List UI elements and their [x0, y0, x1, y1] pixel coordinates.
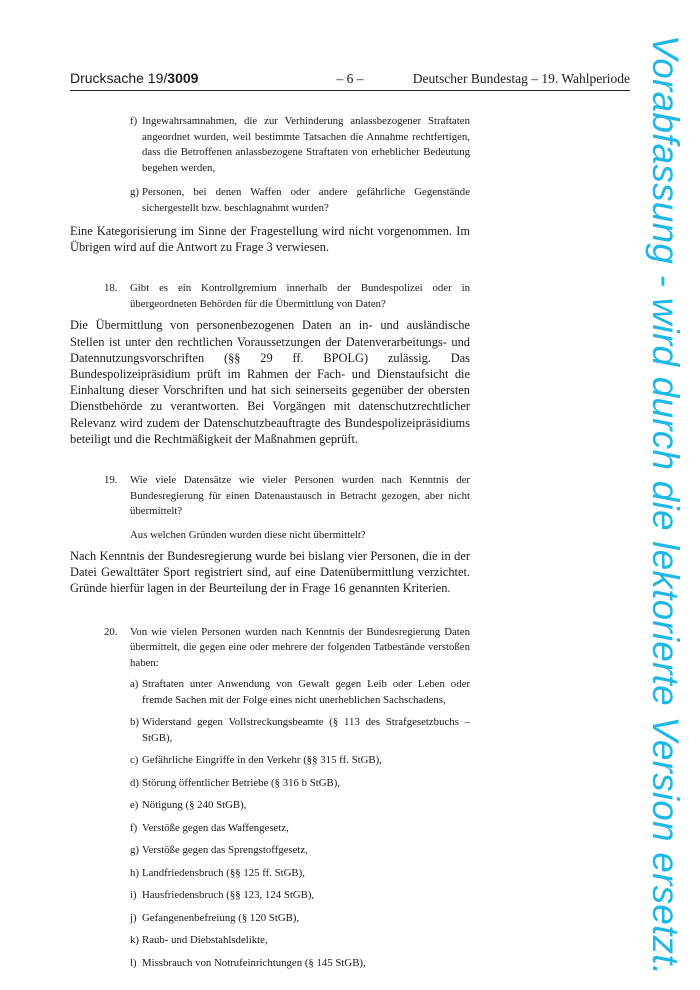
list-item-text: Missbrauch von Notrufeinrichtungen (§ 145 StGB),	[142, 956, 366, 969]
list-item-label: a)	[130, 678, 139, 691]
list-item-label: l)	[130, 956, 137, 969]
list-item	[130, 843, 470, 859]
list-item-text: Personen, bei denen Waffen oder andere gefährliche Gegenstände sichergestellt bzw. beschlagnahmt wurden?	[142, 186, 470, 214]
list-item-label: e)	[130, 799, 139, 812]
list-item-text: Ingewahrsamnahmen, die zur Verhinderung anlassbezogener Straftaten angeordnet wurden, weil bestimmte Tatsachen die Annahme rechtfertigen, dass die Betroffenen anlassbezogene Straftaten von erheblicher Bedeutung begehen werden,	[142, 115, 470, 174]
list-item-text: Landfriedensbruch (§§ 125 ff. StGB),	[142, 866, 305, 879]
answer-18: Die Übermittlung von personenbezogenen Daten an in- und ausländische Stellen ist unter den rechtlichen Voraussetzungen der Datenverarbeitungs- und Datennutzungsvorschriften (§§ 29 ff. BPOLG) zulässig. Das Bundespolizeipräsidium prüft im Rahmen der Fach- und Dienstaufsicht die Einhaltung dieser Vorschriften und hat sich seinerseits gegenüber der obersten Dienstbehörde zu verantworten. Bei Vorgängen mit datenschutzrechtlicher Relevanz wird zudem der Datenschutzbeauftragte des Bundespolizeipräsidiums beteiligt und die Rechtmäßigkeit der Maßnahmen geprüft.	[70, 318, 470, 446]
question-text: Von wie vielen Personen wurden nach Kenntnis der Bundesregierung Daten übermittelt, die gegen eine oder mehrere der folgenden Tatbestände verstoßen haben:	[130, 625, 470, 669]
list-item	[130, 776, 470, 792]
question-text: Gibt es ein Kontrollgremium innerhalb der Bundespolizei oder in übergeordneten Behörden für die Übermittlung von Daten?	[130, 282, 470, 310]
list-item-label: g)	[130, 844, 139, 857]
list-item	[130, 956, 470, 972]
question-19	[70, 473, 470, 543]
list-item-label: b)	[130, 716, 139, 729]
list-item	[130, 911, 470, 927]
list-item-text: Gefährliche Eingriffe in den Verkehr (§§ 315 ff. StGB),	[142, 754, 382, 767]
list-item	[130, 933, 470, 949]
list-item-label: g)	[130, 186, 139, 198]
question-text-followup: Aus welchen Gründen wurden diese nicht übermittelt?	[130, 528, 366, 541]
list-item	[130, 677, 470, 708]
list-item-text: Raub- und Diebstahlsdelikte,	[142, 934, 268, 947]
list-item-text: Verstöße gegen das Waffengesetz,	[142, 821, 289, 834]
offense-list	[130, 677, 470, 971]
document-number-value: 3009	[167, 70, 199, 86]
list-item-text: Hausfriedensbruch (§§ 123, 124 StGB),	[142, 889, 315, 902]
question-18	[70, 281, 470, 312]
list-item-label: j)	[130, 911, 137, 924]
list-item	[130, 798, 470, 814]
page-header	[70, 70, 630, 91]
question-text: Wie viele Datensätze wie vieler Personen wurden nach Kenntnis der Bundesregierung für einen Datenaustausch in Betracht gezogen, aber nicht übermittelt?	[130, 474, 470, 518]
page-content	[70, 114, 470, 971]
question-number: 20.	[104, 625, 118, 638]
list-item	[130, 888, 470, 904]
question-20	[70, 625, 470, 972]
list-item-label: h)	[130, 866, 139, 879]
list-item	[130, 715, 470, 746]
document-number-label: Drucksache 19/	[70, 70, 168, 86]
question-number: 19.	[104, 474, 118, 487]
page-number: – 6 –	[336, 71, 364, 86]
list-item-text: Störung öffentlicher Betriebe (§ 316 b StGB),	[142, 776, 341, 789]
list-item	[130, 821, 470, 837]
previous-question-items	[130, 114, 470, 216]
list-item-label: k)	[130, 934, 139, 947]
list-item-text: Straftaten unter Anwendung von Gewalt gegen Leib oder Leben oder fremde Sachen mit der Folge eines nicht unerheblichen Sachschadens,	[142, 678, 470, 706]
document-number	[70, 70, 198, 86]
publisher-label: Deutscher Bundestag – 19. Wahlperiode	[412, 71, 630, 86]
list-item	[130, 114, 470, 176]
answer-17: Eine Kategorisierung im Sinne der Fragestellung wird nicht vorgenommen. Im Übrigen wird auf die Antwort zu Frage 3 verwiesen.	[70, 224, 470, 255]
question-number: 18.	[104, 282, 118, 295]
list-item-label: f)	[130, 821, 138, 834]
answer-19: Nach Kenntnis der Bundesregierung wurde bei bislang vier Personen, die in der Datei Gewalttäter Sport registriert sind, auf eine Datenübermittlung verzichtet. Gründe hierfür lagen in der Beurteilung der in Frage 16 genannten Kriterien.	[70, 549, 470, 596]
draft-watermark: Vorabfassung - wird durch die lektorierte Version ersetzt.	[645, 34, 686, 976]
list-item-text: Gefangenenbefreiung (§ 120 StGB),	[142, 911, 300, 924]
list-item-text: Nötigung (§ 240 StGB),	[142, 799, 247, 812]
list-item	[130, 866, 470, 882]
list-item-label: c)	[130, 754, 139, 767]
list-item-label: d)	[130, 776, 139, 789]
list-item-label: i)	[130, 889, 137, 902]
list-item-text: Verstöße gegen das Sprengstoffgesetz,	[142, 844, 308, 857]
list-item-label: f)	[130, 115, 138, 127]
list-item-text: Widerstand gegen Vollstreckungsbeamte (§ 113 des Strafgesetzbuchs – StGB),	[142, 716, 470, 744]
list-item	[130, 185, 470, 216]
list-item	[130, 753, 470, 769]
